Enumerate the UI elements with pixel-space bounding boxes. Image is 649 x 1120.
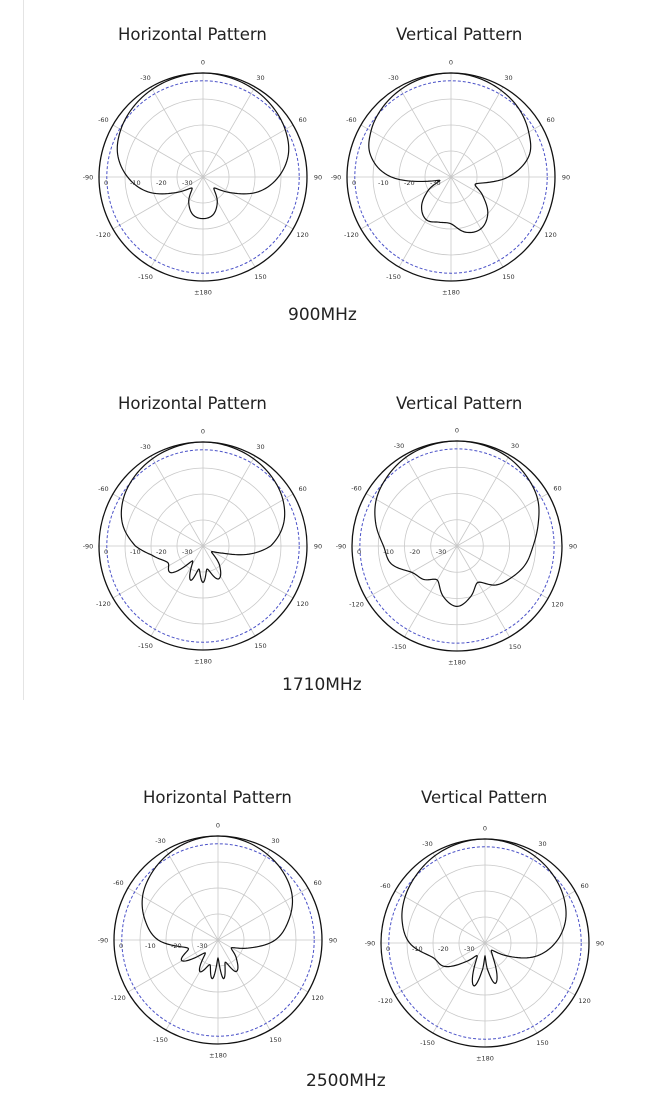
angle-label: ±180 bbox=[476, 1054, 494, 1063]
angle-label: -120 bbox=[378, 997, 393, 1005]
angle-label: -30 bbox=[140, 73, 151, 82]
ring-label: -30 bbox=[182, 548, 193, 556]
angle-label: 90 bbox=[313, 173, 323, 182]
grid-spoke bbox=[485, 891, 575, 943]
ring-label: 0 bbox=[119, 942, 124, 950]
angle-label: -30 bbox=[140, 442, 151, 451]
angle-label: -60 bbox=[380, 882, 391, 890]
angle-label: -90 bbox=[364, 939, 376, 948]
angle-label: 30 bbox=[510, 442, 520, 450]
angle-label: 60 bbox=[298, 485, 307, 493]
plot-title: Vertical Pattern bbox=[396, 25, 523, 44]
angle-label: 120 bbox=[551, 600, 564, 609]
angle-label: 120 bbox=[296, 231, 309, 239]
ring-label: 0 bbox=[352, 179, 357, 187]
angle-label: -30 bbox=[422, 839, 433, 848]
ring-label: -20 bbox=[438, 945, 449, 953]
grid-spoke bbox=[485, 943, 575, 995]
plot-title: Horizontal Pattern bbox=[118, 394, 267, 413]
angle-label: 60 bbox=[313, 879, 322, 887]
angle-label: -90 bbox=[82, 542, 94, 551]
ring-label: 0 bbox=[104, 179, 109, 187]
ring-label: -10 bbox=[130, 179, 141, 187]
angle-label: 90 bbox=[328, 936, 338, 945]
ring-label: -10 bbox=[145, 942, 156, 950]
ring-label: -20 bbox=[156, 548, 167, 556]
angle-label: 30 bbox=[271, 836, 280, 845]
angle-label: 90 bbox=[561, 173, 571, 182]
ring-label: -20 bbox=[156, 179, 167, 187]
angle-label: 150 bbox=[502, 273, 515, 282]
ring-label: -10 bbox=[130, 548, 141, 556]
angle-label: 0 bbox=[200, 58, 206, 67]
ring-label: -30 bbox=[197, 942, 208, 950]
angle-label: 0 bbox=[482, 824, 488, 833]
ring-label: 0 bbox=[357, 548, 362, 556]
angle-label: 90 bbox=[568, 542, 578, 551]
angle-label: 60 bbox=[580, 882, 589, 890]
angle-label: -90 bbox=[97, 936, 109, 945]
angle-label: 90 bbox=[595, 939, 605, 948]
ring-label: 0 bbox=[104, 548, 109, 556]
angle-label: -60 bbox=[346, 116, 357, 124]
ring-label: -10 bbox=[378, 179, 389, 187]
angle-label: -90 bbox=[335, 542, 347, 551]
ring-label: -10 bbox=[412, 945, 423, 953]
angle-label: 150 bbox=[536, 1039, 549, 1048]
angle-label: 120 bbox=[311, 994, 324, 1002]
angle-label: 0 bbox=[215, 821, 221, 830]
angle-label: 120 bbox=[544, 231, 557, 239]
angle-label: -120 bbox=[344, 231, 359, 239]
ring-label: -30 bbox=[435, 548, 447, 556]
angle-label: -150 bbox=[153, 1036, 168, 1045]
angle-label: ±180 bbox=[209, 1051, 227, 1060]
angle-label: ±180 bbox=[442, 288, 460, 297]
grid-spoke bbox=[395, 891, 485, 943]
ring-label: -10 bbox=[383, 548, 394, 556]
angle-label: -60 bbox=[98, 116, 109, 124]
angle-label: -150 bbox=[138, 642, 153, 651]
frequency-label: 2500MHz bbox=[306, 1071, 386, 1091]
angle-label: -60 bbox=[351, 484, 362, 493]
pattern-curve bbox=[402, 839, 566, 986]
angle-label: 30 bbox=[538, 839, 547, 848]
angle-label: 30 bbox=[256, 442, 265, 451]
angle-label: 150 bbox=[508, 643, 522, 651]
frequency-label: 1710MHz bbox=[282, 675, 362, 695]
grid-spoke bbox=[433, 853, 485, 943]
angle-label: -120 bbox=[349, 600, 364, 609]
ring-label: 0 bbox=[386, 945, 391, 953]
angle-label: -120 bbox=[96, 231, 111, 239]
angle-label: ±180 bbox=[194, 288, 212, 297]
angle-label: -150 bbox=[138, 273, 153, 282]
angle-label: 150 bbox=[254, 642, 267, 651]
ring-label: -30 bbox=[430, 179, 441, 187]
angle-label: -30 bbox=[155, 836, 166, 845]
angle-label: -120 bbox=[111, 994, 126, 1002]
angle-label: -30 bbox=[393, 442, 405, 450]
angle-label: 120 bbox=[578, 997, 591, 1005]
angle-label: 60 bbox=[298, 116, 307, 124]
angle-label: 30 bbox=[256, 73, 265, 82]
angle-label: 30 bbox=[504, 73, 513, 82]
frequency-label: 900MHz bbox=[288, 305, 357, 325]
angle-label: ±180 bbox=[448, 658, 466, 667]
angle-label: 60 bbox=[553, 484, 562, 493]
angle-label: -120 bbox=[96, 600, 111, 608]
angle-label: -150 bbox=[391, 643, 407, 651]
angle-label: 120 bbox=[296, 600, 309, 608]
plot-title: Horizontal Pattern bbox=[118, 25, 267, 44]
angle-label: 60 bbox=[546, 116, 555, 124]
angle-label: 150 bbox=[269, 1036, 282, 1045]
ring-label: -20 bbox=[409, 548, 421, 556]
angle-label: 90 bbox=[313, 542, 323, 551]
angle-label: -60 bbox=[98, 485, 109, 493]
plot-title: Vertical Pattern bbox=[421, 788, 548, 807]
angle-label: 0 bbox=[200, 427, 206, 436]
grid-spoke bbox=[485, 853, 537, 943]
angle-label: -150 bbox=[386, 273, 401, 282]
angle-label: -90 bbox=[330, 173, 342, 182]
angle-label: 0 bbox=[454, 426, 460, 435]
ring-label: -30 bbox=[182, 179, 193, 187]
angle-label: ±180 bbox=[194, 657, 212, 666]
ring-label: -30 bbox=[464, 945, 475, 953]
angle-label: -30 bbox=[388, 73, 399, 82]
angle-label: -150 bbox=[420, 1039, 435, 1048]
ring-label: -20 bbox=[404, 179, 415, 187]
angle-label: -60 bbox=[113, 879, 124, 887]
plot-title: Vertical Pattern bbox=[396, 394, 523, 413]
plot-title: Horizontal Pattern bbox=[143, 788, 292, 807]
angle-label: 150 bbox=[254, 273, 267, 282]
angle-label: -90 bbox=[82, 173, 94, 182]
ring-label: -20 bbox=[171, 942, 182, 950]
angle-label: 0 bbox=[448, 58, 454, 67]
